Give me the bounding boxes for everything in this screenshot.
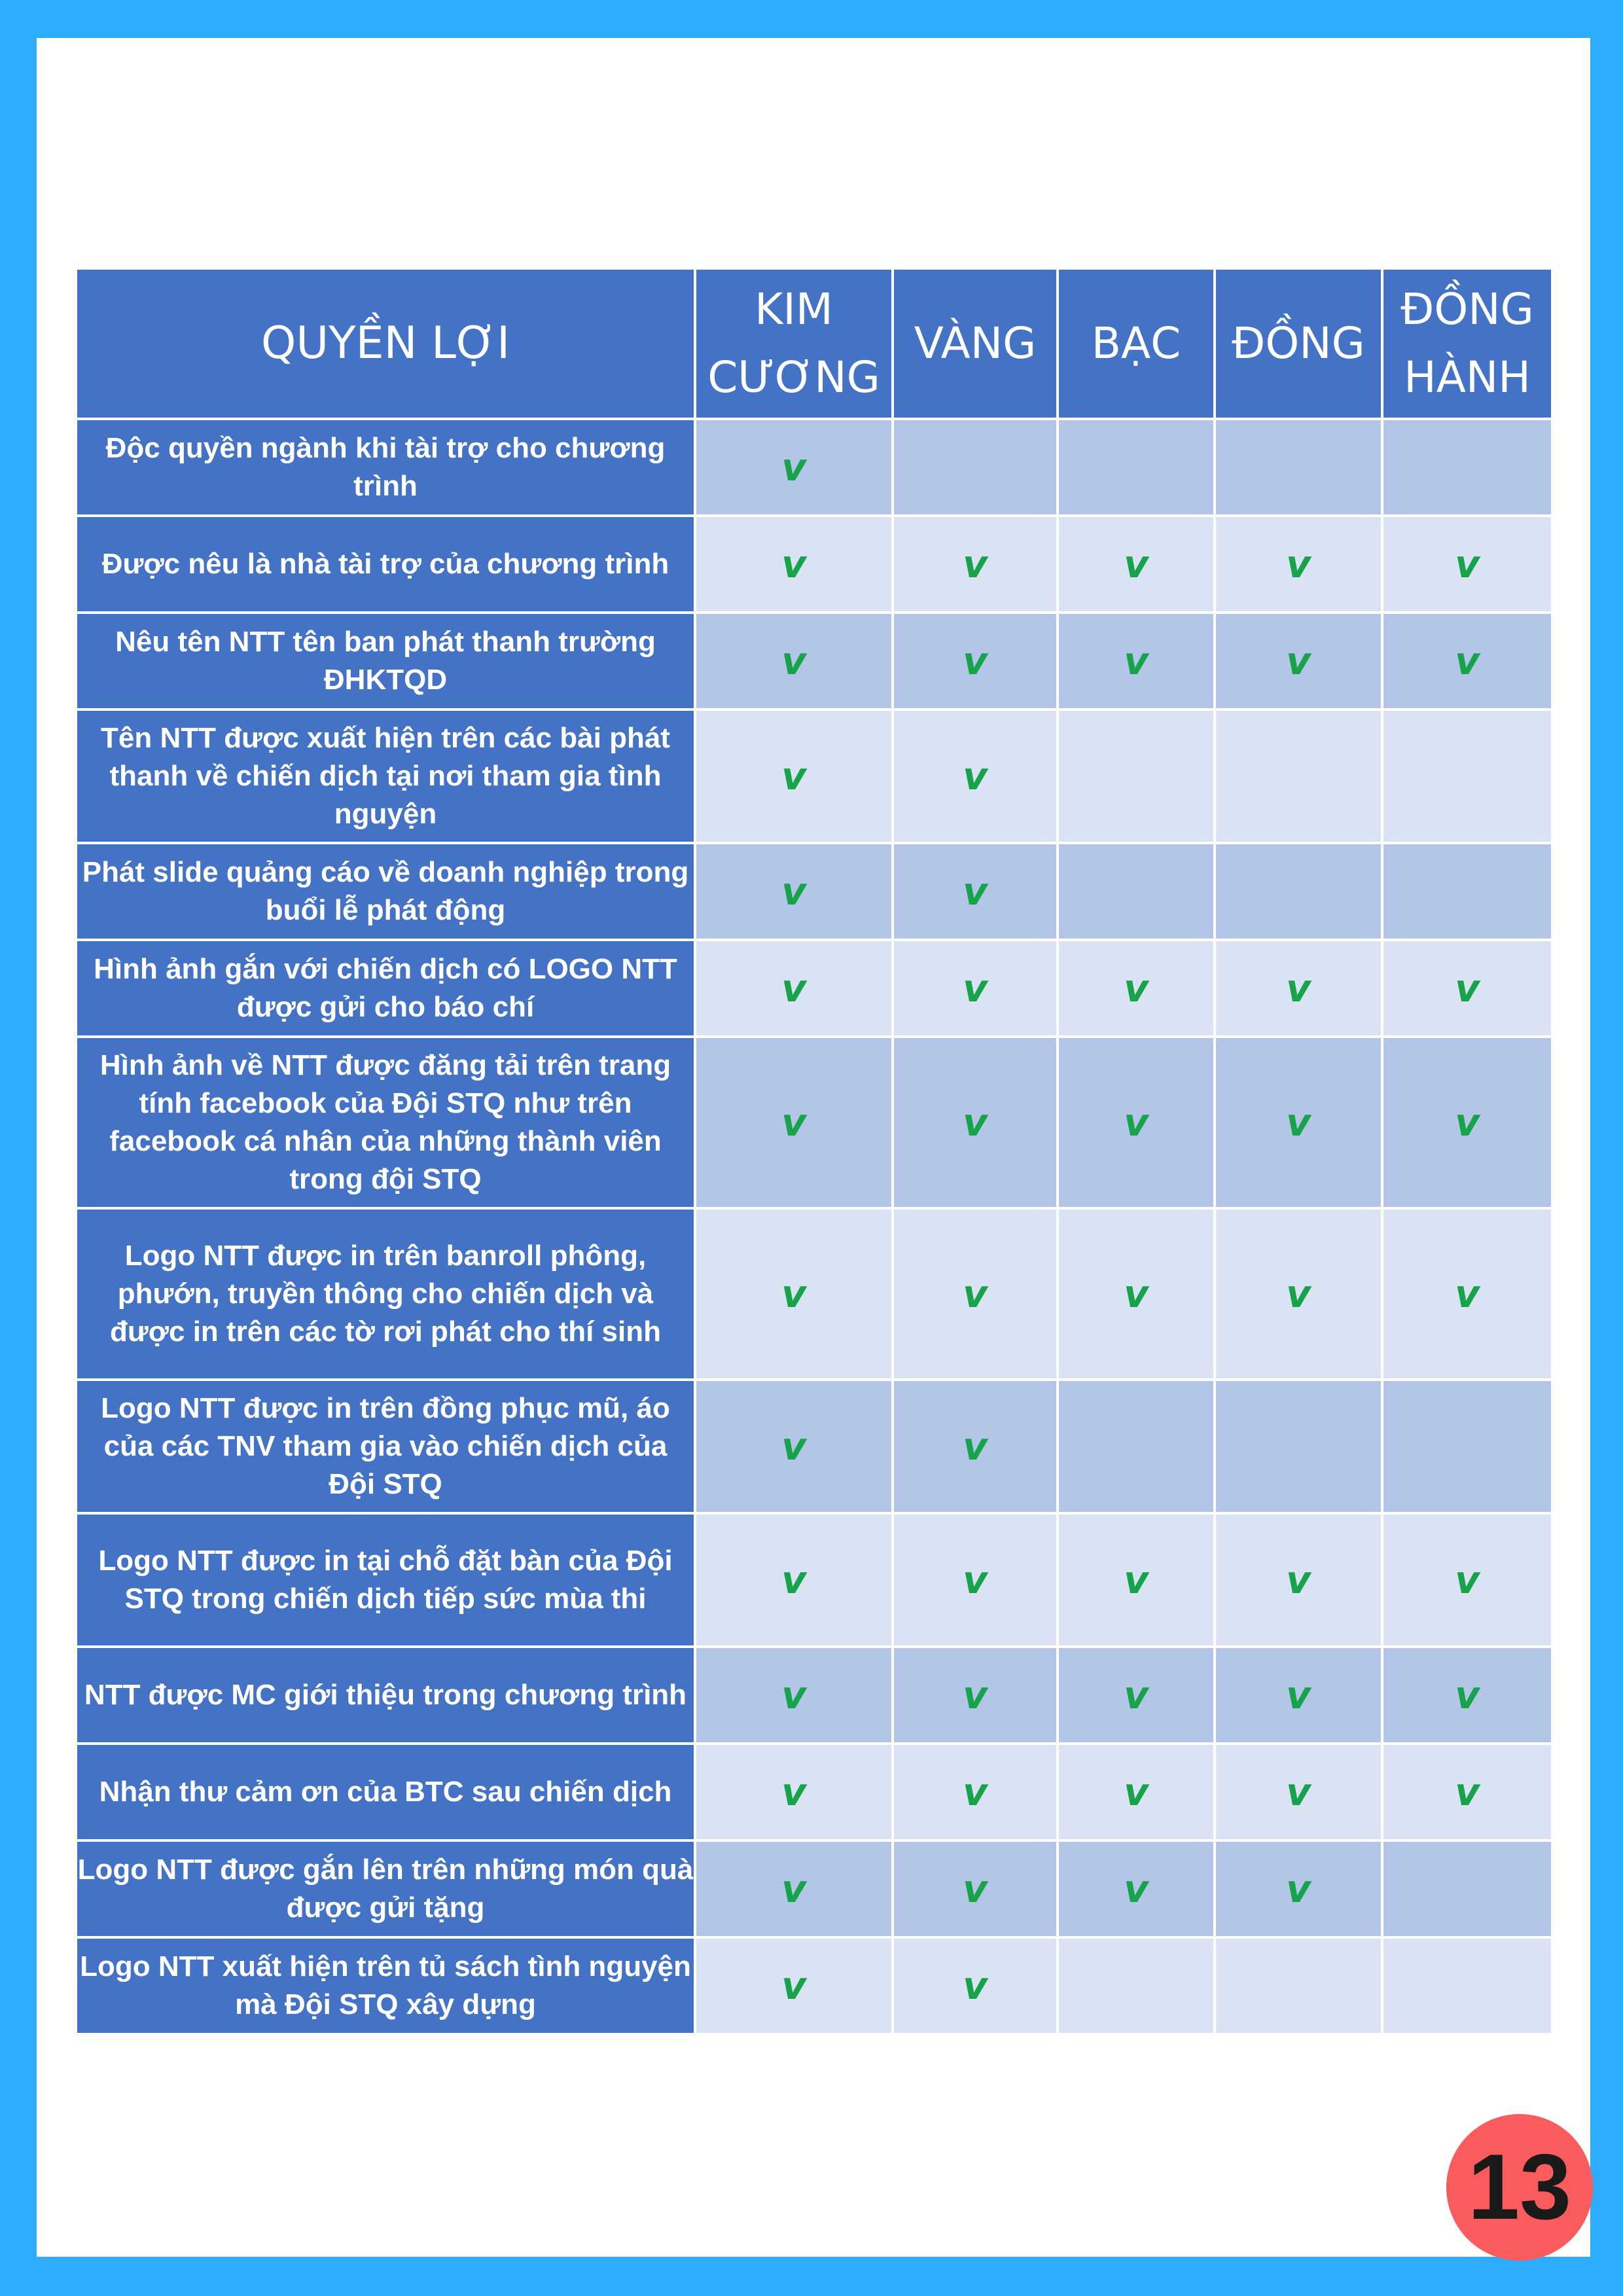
check-mark-icon: v (963, 1964, 988, 2008)
table-row (76, 613, 1552, 709)
table-row (76, 709, 1552, 843)
benefit-cell: Nêu tên NTT tên ban phát thanh trường ĐHKTQD (76, 613, 695, 709)
tier-cell (1215, 1744, 1382, 1840)
tier-cell (1382, 843, 1552, 940)
check-mark-icon: v (1455, 1100, 1480, 1145)
check-mark-icon: v (963, 1424, 988, 1469)
tier-cell (1058, 516, 1215, 613)
check-mark-icon: v (781, 1100, 806, 1145)
check-mark-icon: v (781, 1272, 806, 1316)
tier-cell (1382, 1647, 1552, 1744)
benefit-cell: Logo NTT được in trên banroll phông, phướn, truyền thông cho chiến dịch và được in trên các tờ rơi phát cho thí sinh (76, 1208, 695, 1380)
tier-cell (1058, 1208, 1215, 1380)
check-mark-icon: v (1286, 639, 1311, 683)
check-mark-icon: v (781, 1770, 806, 1814)
benefit-cell: Độc quyền ngành khi tài trợ cho chương trình (76, 419, 695, 516)
tier-cell (1058, 1037, 1215, 1208)
header-dong: ĐỒNG (1215, 268, 1382, 419)
tier-cell (695, 613, 893, 709)
tier-cell (1058, 419, 1215, 516)
check-mark-icon: v (963, 966, 988, 1011)
table-row (76, 843, 1552, 940)
tier-cell (1382, 1840, 1552, 1937)
tier-cell (1215, 843, 1382, 940)
check-mark-icon: v (1286, 1867, 1311, 1911)
check-mark-icon: v (1124, 1272, 1149, 1316)
tier-cell (1058, 1380, 1215, 1513)
tier-cell (1215, 1647, 1382, 1744)
benefit-cell: Logo NTT được in tại chỗ đặt bàn của Đội STQ trong chiến dịch tiếp sức mùa thi (76, 1513, 695, 1647)
table-row (76, 1513, 1552, 1647)
tier-cell (695, 419, 893, 516)
benefits-table (75, 267, 1554, 2036)
tier-cell (695, 1208, 893, 1380)
benefit-cell: NTT được MC giới thiệu trong chương trình (76, 1647, 695, 1744)
benefit-cell: Phát slide quảng cáo về doanh nghiệp trong buổi lễ phát động (76, 843, 695, 940)
tier-cell (1215, 1208, 1382, 1380)
header-dong-hanh: ĐỒNG HÀNH (1382, 268, 1552, 419)
check-mark-icon: v (1455, 639, 1480, 683)
benefit-cell: Logo NTT được in trên đồng phục mũ, áo của các TNV tham gia vào chiến dịch của Đội STQ (76, 1380, 695, 1513)
table-row (76, 1208, 1552, 1380)
check-mark-icon: v (1455, 542, 1480, 586)
check-mark-icon: v (1455, 1673, 1480, 1717)
check-mark-icon: v (963, 542, 988, 586)
tier-cell (1058, 1744, 1215, 1840)
check-mark-icon: v (781, 445, 806, 490)
benefit-cell: Hình ảnh gắn với chiến dịch có LOGO NTT được gửi cho báo chí (76, 940, 695, 1037)
tier-cell (1382, 1937, 1552, 2034)
tier-cell (893, 1513, 1058, 1647)
check-mark-icon: v (1124, 1100, 1149, 1145)
check-mark-icon: v (1286, 542, 1311, 586)
check-mark-icon: v (963, 1100, 988, 1145)
check-mark-icon: v (1124, 1558, 1149, 1602)
tier-cell (1382, 709, 1552, 843)
tier-cell (1215, 709, 1382, 843)
tier-cell (893, 1937, 1058, 2034)
table-row (76, 516, 1552, 613)
tier-cell (893, 709, 1058, 843)
tier-cell (695, 1513, 893, 1647)
tier-cell (695, 1937, 893, 2034)
header-kim-cuong: KIM CƯƠNG (695, 268, 893, 419)
check-mark-icon: v (1124, 1770, 1149, 1814)
check-mark-icon: v (1124, 1673, 1149, 1717)
check-mark-icon: v (781, 869, 806, 914)
tier-cell (1215, 516, 1382, 613)
tier-cell (1215, 940, 1382, 1037)
check-mark-icon: v (963, 1272, 988, 1316)
tier-cell (893, 516, 1058, 613)
header-bac: BẠC (1058, 268, 1215, 419)
benefit-cell: Được nêu là nhà tài trợ của chương trình (76, 516, 695, 613)
table-row (76, 1840, 1552, 1937)
benefit-cell: Hình ảnh về NTT được đăng tải trên trang tính facebook của Đội STQ như trên facebook cá nhân của những thành viên trong đội STQ (76, 1037, 695, 1208)
check-mark-icon: v (781, 1964, 806, 2008)
tier-cell (695, 843, 893, 940)
check-mark-icon: v (781, 542, 806, 586)
tier-cell (695, 1647, 893, 1744)
tier-cell (893, 613, 1058, 709)
tier-cell (695, 1840, 893, 1937)
tier-cell (1382, 419, 1552, 516)
table-row (76, 1380, 1552, 1513)
check-mark-icon: v (1286, 1272, 1311, 1316)
table-header-row (76, 268, 1552, 419)
tier-cell (1058, 1513, 1215, 1647)
check-mark-icon: v (1455, 1272, 1480, 1316)
tier-cell (1058, 843, 1215, 940)
tier-cell (695, 1380, 893, 1513)
check-mark-icon: v (781, 1673, 806, 1717)
tier-cell (893, 1208, 1058, 1380)
tier-cell (695, 940, 893, 1037)
tier-cell (893, 1840, 1058, 1937)
check-mark-icon: v (781, 1867, 806, 1911)
tier-cell (893, 1037, 1058, 1208)
check-mark-icon: v (963, 869, 988, 914)
check-mark-icon: v (1286, 966, 1311, 1011)
tier-cell (1382, 613, 1552, 709)
table-row (76, 940, 1552, 1037)
check-mark-icon: v (963, 1673, 988, 1717)
check-mark-icon: v (1286, 1673, 1311, 1717)
check-mark-icon: v (1124, 639, 1149, 683)
tier-cell (1382, 1037, 1552, 1208)
tier-cell (1058, 1840, 1215, 1937)
tier-cell (893, 1380, 1058, 1513)
check-mark-icon: v (963, 1867, 988, 1911)
tier-cell (1382, 1744, 1552, 1840)
table-row (76, 1647, 1552, 1744)
tier-cell (1382, 1380, 1552, 1513)
check-mark-icon: v (1124, 966, 1149, 1011)
check-mark-icon: v (963, 1558, 988, 1602)
tier-cell (893, 940, 1058, 1037)
check-mark-icon: v (1124, 542, 1149, 586)
benefit-cell: Tên NTT được xuất hiện trên các bài phát thanh về chiến dịch tại nơi tham gia tình nguyện (76, 709, 695, 843)
check-mark-icon: v (781, 1558, 806, 1602)
check-mark-icon: v (1455, 1770, 1480, 1814)
tier-cell (1058, 1647, 1215, 1744)
check-mark-icon: v (781, 966, 806, 1011)
check-mark-icon: v (1455, 966, 1480, 1011)
tier-cell (893, 843, 1058, 940)
check-mark-icon: v (963, 639, 988, 683)
tier-cell (695, 1744, 893, 1840)
tier-cell (1215, 1513, 1382, 1647)
tier-cell (1215, 419, 1382, 516)
tier-cell (695, 709, 893, 843)
tier-cell (1058, 613, 1215, 709)
tier-cell (1058, 940, 1215, 1037)
tier-cell (695, 1037, 893, 1208)
tier-cell (1215, 1840, 1382, 1937)
check-mark-icon: v (1124, 1867, 1149, 1911)
tier-cell (1215, 1380, 1382, 1513)
tier-cell (1382, 940, 1552, 1037)
check-mark-icon: v (963, 1770, 988, 1814)
check-mark-icon: v (1286, 1770, 1311, 1814)
check-mark-icon: v (781, 639, 806, 683)
check-mark-icon: v (963, 754, 988, 798)
tier-cell (893, 419, 1058, 516)
table-body (76, 419, 1552, 2034)
tier-cell (1058, 709, 1215, 843)
check-mark-icon: v (781, 1424, 806, 1469)
header-vang: VÀNG (893, 268, 1058, 419)
header-benefits: QUYỀN LỢI (76, 268, 695, 419)
tier-cell (1215, 613, 1382, 709)
table-row (76, 419, 1552, 516)
table-row (76, 1937, 1552, 2034)
table-row (76, 1744, 1552, 1840)
tier-cell (695, 516, 893, 613)
tier-cell (1215, 1937, 1382, 2034)
table-row (76, 1037, 1552, 1208)
benefit-cell: Logo NTT xuất hiện trên tủ sách tình nguyện mà Đội STQ xây dựng (76, 1937, 695, 2034)
page-number-badge: 13 (1446, 2114, 1593, 2261)
tier-cell (1382, 1513, 1552, 1647)
check-mark-icon: v (1286, 1100, 1311, 1145)
check-mark-icon: v (1455, 1558, 1480, 1602)
tier-cell (1382, 516, 1552, 613)
tier-cell (893, 1744, 1058, 1840)
tier-cell (1382, 1208, 1552, 1380)
tier-cell (1215, 1037, 1382, 1208)
tier-cell (1058, 1937, 1215, 2034)
benefit-cell: Nhận thư cảm ơn của BTC sau chiến dịch (76, 1744, 695, 1840)
tier-cell (893, 1647, 1058, 1744)
benefit-cell: Logo NTT được gắn lên trên những món quà được gửi tặng (76, 1840, 695, 1937)
check-mark-icon: v (1286, 1558, 1311, 1602)
page (37, 38, 1590, 2257)
check-mark-icon: v (781, 754, 806, 798)
